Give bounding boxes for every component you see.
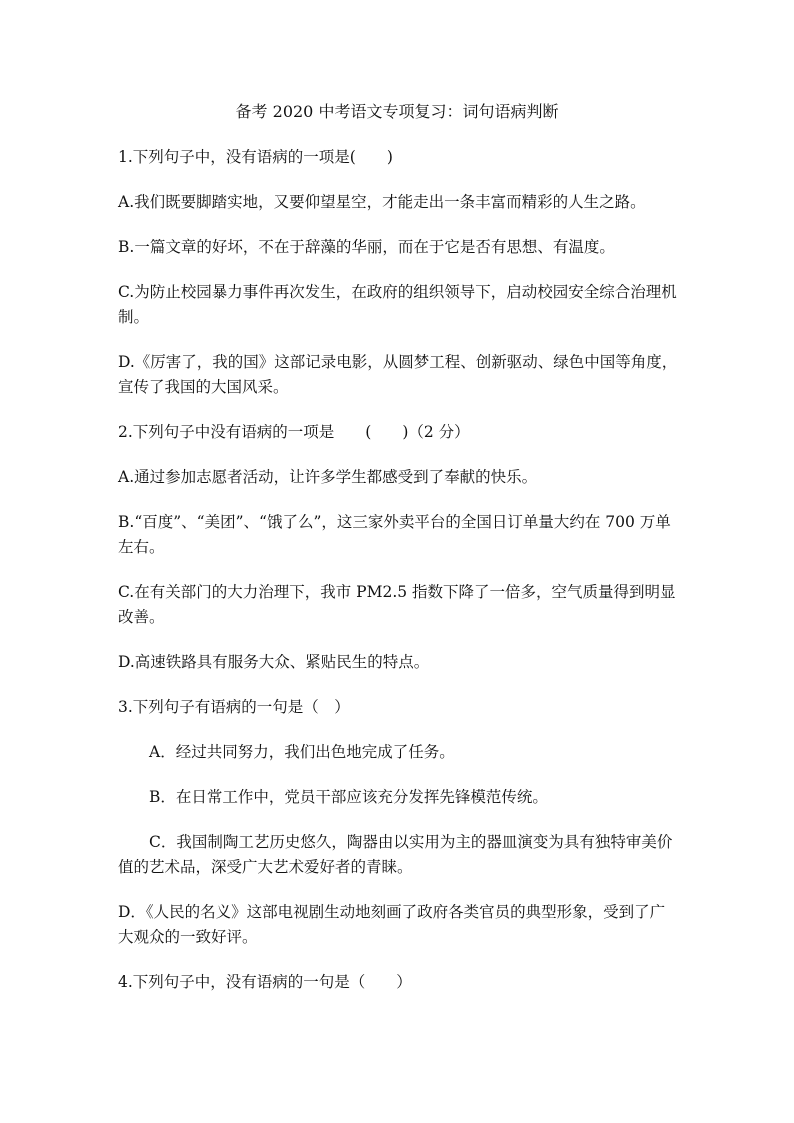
question-1-stem: 1.下列句子中，没有语病的一项是( ) [118,148,393,166]
question-1-option-c: C.为防止校园暴力事件再次发生，在政府的组织领导下，启动校园安全综合治理机制。 [118,283,677,326]
question-1-option-a: A.我们既要脚踏实地，又要仰望星空，才能走出一条丰富而精彩的人生之路。 [118,193,646,211]
question-2-option-a: A.通过参加志愿者活动，让许多学生都感受到了奉献的快乐。 [118,468,538,486]
question-1-option-d: D.《厉害了，我的国》这部记录电影，从圆梦工程、创新驱动、绿色中国等角度，宣传了我国的大国风采。 [118,353,678,396]
question-2-option-b: B.“百度”、“美团”、“饿了么”，这三家外卖平台的全国日订单量大约在 700 万单左右。 [118,513,671,556]
question-2-option-c: C.在有关部门的大力治理下，我市 PM2.5 指数下降了一倍多，空气质量得到明显改善。 [118,583,676,626]
question-2-stem: 2.下列句子中没有语病的一项是 ( )（2 分） [118,423,470,441]
question-3-option-a: A．经过共同努力，我们出色地完成了任务。 [149,743,455,761]
question-1-option-b: B.一篇文章的好坏，不在于辞藻的华丽，而在于它是否有思想、有温度。 [118,238,615,256]
document-title: 备考 2020 中考语文专项复习：词句语病判断 [235,102,559,121]
question-3-option-b: B．在日常工作中，党员干部应该充分发挥先锋模范传统。 [149,788,548,806]
question-3-option-d: D．《人民的名义》这部电视剧生动地刻画了政府各类官员的典型形象，受到了广大观众的一致好评。 [118,903,666,946]
question-3-option-c: C．我国制陶工艺历史悠久，陶器由以实用为主的器皿演变为具有独特审美价值的艺术品，深受广大艺术爱好者的青睐。 [118,833,673,876]
question-4-stem: 4.下列句子中，没有语病的一句是（ ） [118,973,412,991]
question-2-option-d: D.高速铁路具有服务大众、紧贴民生的特点。 [118,653,430,671]
document-body [118,145,678,1015]
question-3-stem: 3.下列句子有语病的一句是（ ） [118,698,350,716]
